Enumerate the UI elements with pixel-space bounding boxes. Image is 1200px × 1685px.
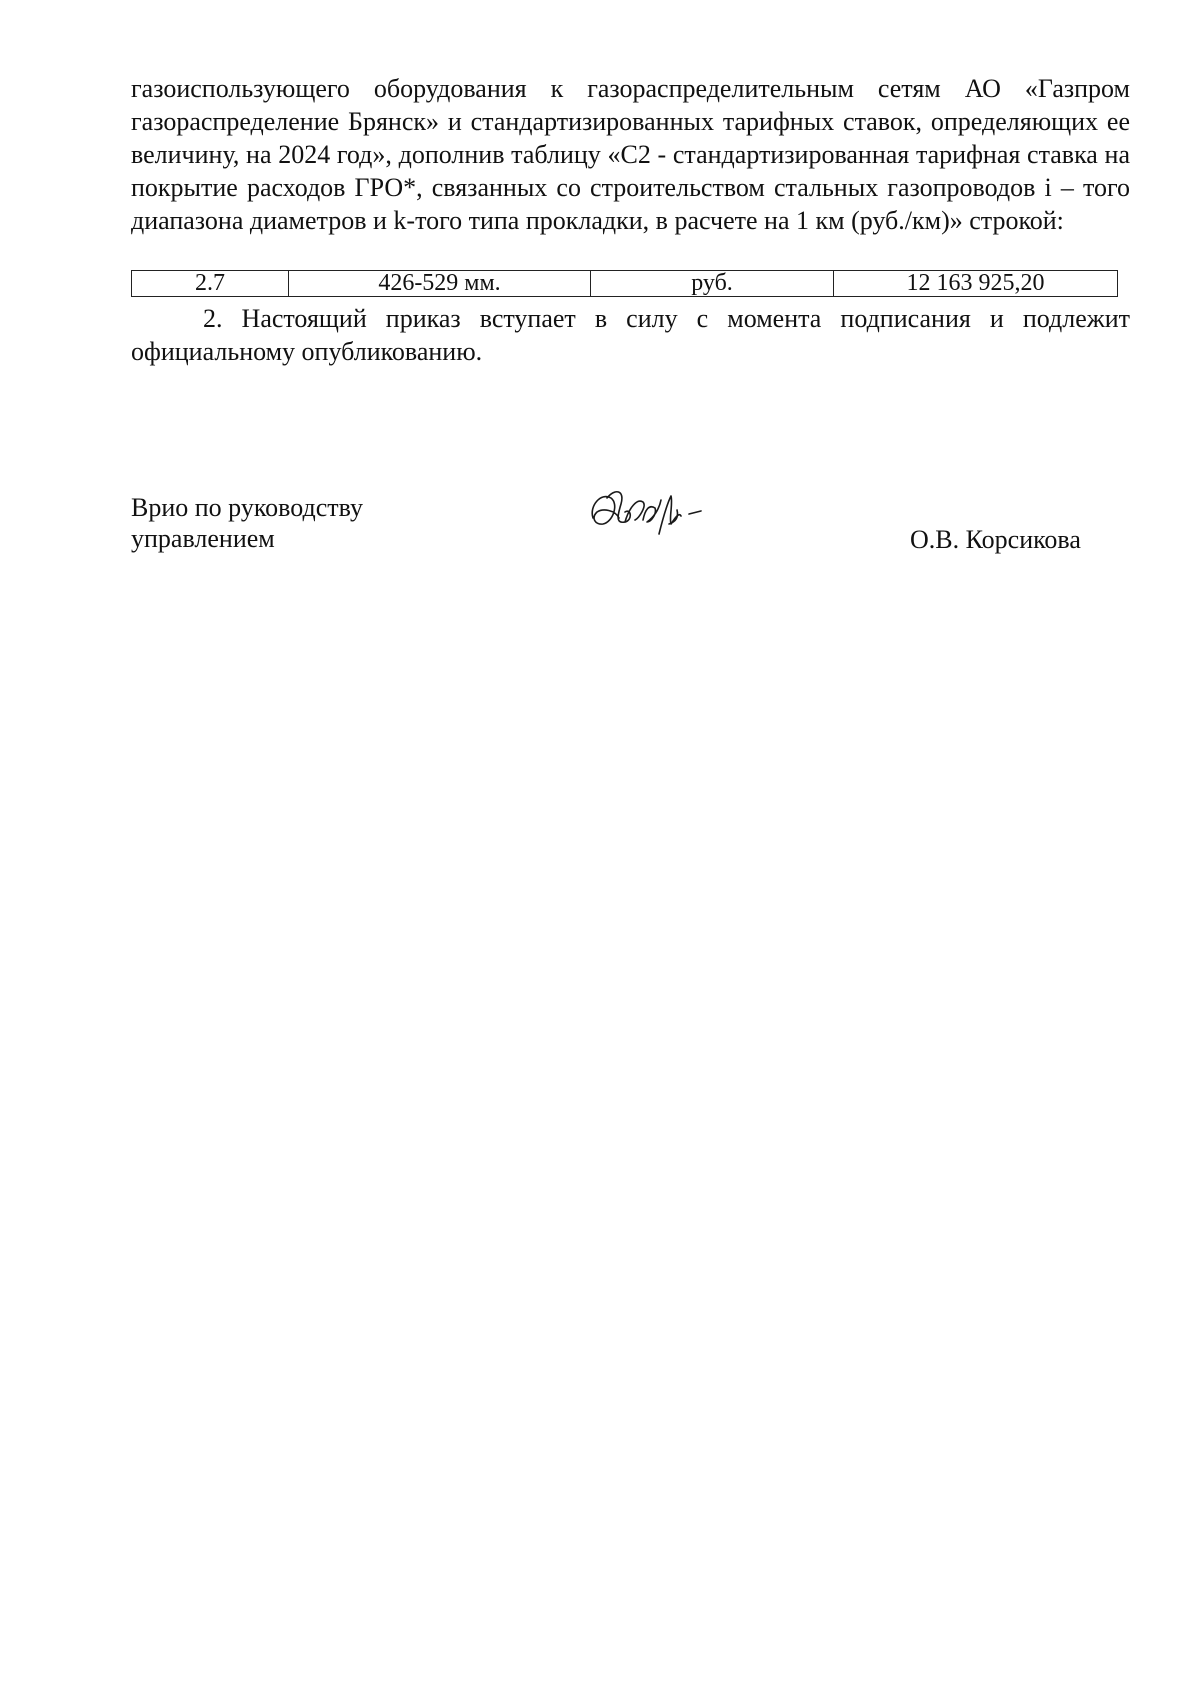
tariff-table-row: [131, 270, 1118, 297]
value-cell: 12 163 925,20: [906, 271, 1045, 296]
signer-position-line-1: Врио по руководству: [131, 493, 364, 522]
item-2-paragraph: 2. Настоящий приказ вступает в силу с момента подписания и подлежит официальному опубликованию.: [131, 304, 1130, 366]
signer-position: [131, 492, 363, 554]
signer-position-line-2: управлением: [131, 524, 275, 553]
diameter-cell: 426-529 мм.: [289, 271, 591, 296]
unit-cell: руб.: [591, 271, 834, 296]
continued-paragraph: газоиспользующего оборудования к газораспределительным сетям АО «Газпром газораспределение Брянск» и стандартизированных тарифных ставок, определяющих ее величину, на 2024 год», дополнив таблицу «С2 - стандартизированная тарифная ставка на покрытие расходов ГРО*, связанных со строительством стальных газопроводов i – того диапазона диаметров и k-того типа прокладки, в расчете на 1 км (руб./км)» строкой:: [131, 74, 1130, 235]
handwritten-signature-icon: [585, 478, 735, 558]
row-number-cell: 2.7: [132, 271, 289, 296]
signer-name: О.В. Корсикова: [910, 525, 1081, 554]
